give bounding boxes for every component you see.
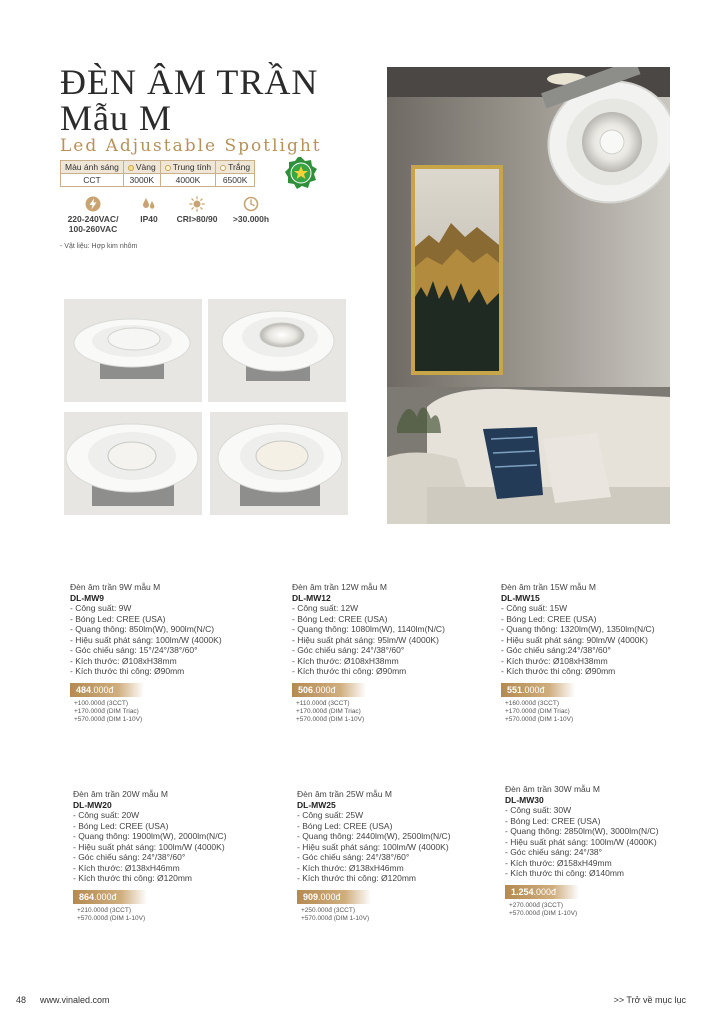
ip-label: IP40 — [140, 214, 158, 224]
table-cell: CCT — [61, 174, 124, 187]
price-option: +270.000đ (3CCT) — [509, 901, 564, 909]
neutral-dot-icon — [165, 165, 171, 171]
spec-line: - Quang thông: 1320lm(W), 1350lm(N/C) — [501, 624, 655, 634]
spec-line: - Bóng Led: CREE (USA) — [70, 613, 166, 624]
spec-line: - Góc chiếu sáng: 24°/38°/60° — [292, 645, 405, 655]
spec-line: - Kích thước thi công: Ø120mm — [73, 873, 192, 883]
price-option: +570.000đ (DIM 1-10V) — [296, 715, 365, 723]
table-cell: 6500K — [216, 174, 255, 187]
price-option: +570.000đ (DIM 1-10V) — [301, 914, 370, 922]
product-name: Đèn âm trần 15W mẫu M — [501, 582, 596, 592]
cri-label: CRI>80/90 — [176, 214, 218, 224]
downlight-image — [208, 299, 346, 402]
spec-line: - Bóng Led: CREE (USA) — [73, 820, 169, 831]
product-code: DL-MW12 — [292, 592, 331, 603]
price-tag: 1.254.000đ — [505, 885, 579, 899]
product-name: Đèn âm trần 30W mẫu M — [505, 784, 600, 794]
price-options — [73, 907, 273, 923]
spec-line: - Hiệu suất phát sáng: 100lm/W (4000K) — [505, 836, 657, 847]
spec-line: - Kích thước: Ø108xH38mm — [501, 655, 608, 666]
cri-spec — [172, 196, 222, 224]
spec-line: - Công suất: 15W — [501, 603, 568, 613]
price-option: +170.000đ (DIM Triac) — [296, 707, 361, 715]
price-option: +210.000đ (3CCT) — [77, 906, 132, 914]
price-tag: 909.000đ — [297, 890, 371, 904]
voltage-label-line2: 100-260VAC — [68, 224, 118, 234]
spec-line: - Công suất: 20W — [73, 810, 140, 820]
price-option: +570.000đ (DIM 1-10V) — [505, 715, 574, 723]
spec-line: - Hiệu suất phát sáng: 90lm/W (4000K) — [501, 634, 648, 645]
spec-line: - Góc chiếu sáng: 24°/38° — [505, 847, 603, 857]
product-code: DL-MW15 — [501, 592, 540, 603]
product-dl-mw20 — [73, 789, 273, 923]
page-subtitle: Led Adjustable Spotlight — [60, 136, 322, 156]
spec-line: - Kích thước thi công: Ø90mm — [292, 666, 407, 676]
spec-line: - Góc chiếu sáng: 24°/38°/60° — [73, 852, 186, 862]
product-dl-mw12 — [292, 582, 492, 724]
spec-line: - Quang thông: 2440lm(W), 2500lm(N/C) — [297, 831, 451, 841]
product-name: Đèn âm trần 25W mẫu M — [297, 789, 392, 799]
table-cell: Màu ánh sáng — [61, 161, 124, 174]
spec-line: - Bóng Led: CREE (USA) — [292, 613, 388, 624]
website-link[interactable]: www.vinaled.com — [40, 995, 110, 1005]
price-options — [297, 907, 497, 923]
product-dl-mw30 — [505, 784, 705, 918]
price-option: +170.000đ (DIM Triac) — [74, 707, 139, 715]
spec-line: - Kích thước thi công: Ø140mm — [505, 868, 624, 878]
spec-line: - Quang thông: 1080lm(W), 1140lm(N/C) — [292, 624, 445, 634]
product-name: Đèn âm trần 9W mẫu M — [70, 582, 161, 592]
product-dl-mw15 — [501, 582, 701, 724]
price-options — [501, 700, 701, 724]
voltage-label-line1: 220-240VAC/ — [67, 214, 119, 224]
product-dl-mw25 — [297, 789, 497, 923]
ip-spec — [132, 196, 166, 224]
product-code: DL-MW25 — [297, 799, 336, 810]
spec-line: - Bóng Led: CREE (USA) — [297, 820, 393, 831]
hero-photo — [387, 67, 670, 524]
material-note: - Vật liệu: Hợp kim nhôm — [60, 243, 138, 250]
spec-icons — [60, 196, 290, 238]
spec-line: - Công suất: 25W — [297, 810, 364, 820]
price-options — [292, 700, 492, 724]
price-option: +570.000đ (DIM 1-10V) — [74, 715, 143, 723]
color-temperature-table — [60, 160, 255, 187]
table-cell: Trung tính — [160, 161, 215, 174]
price-option: +160.000đ (3CCT) — [505, 699, 560, 707]
spec-line: - Góc chiếu sáng: 15°/24°/38°/60° — [70, 645, 198, 655]
price-option: +250.000đ (3CCT) — [301, 906, 356, 914]
spec-line: - Quang thông: 850lm(W), 900lm(N/C) — [70, 624, 215, 634]
product-thumbnail-3 — [64, 412, 202, 515]
spec-line: - Kích thước thi công: Ø120mm — [297, 873, 416, 883]
spec-line: - Kích thước: Ø138xH46mm — [297, 862, 404, 873]
title-line-2: Mẫu M — [60, 98, 172, 138]
price-option: +100.000đ (3CCT) — [74, 699, 129, 707]
price-tag: 484.000đ — [70, 683, 144, 697]
cool-dot-icon — [220, 165, 226, 171]
spec-line: - Công suất: 30W — [505, 805, 572, 815]
spec-line: - Quang thông: 1900lm(W), 2000lm(N/C) — [73, 831, 227, 841]
spec-line: - Hiệu suất phát sáng: 100lm/W (4000K) — [73, 841, 225, 852]
table-cell: 3000K — [123, 174, 160, 187]
title-line-1: ĐÈN ÂM TRẦN — [60, 62, 319, 102]
lifetime-spec — [228, 196, 274, 224]
downlight-image — [210, 412, 348, 515]
lightning-icon — [85, 196, 101, 212]
spec-line: - Kích thước: Ø138xH46mm — [73, 862, 180, 873]
table-cell: Trắng — [216, 161, 255, 174]
downlight-image — [64, 299, 202, 402]
table-row — [61, 174, 255, 187]
price-option: +110.000đ (3CCT) — [296, 699, 350, 707]
spec-line: - Kích thước thi công: Ø90mm — [501, 666, 616, 676]
page-title — [60, 64, 318, 136]
product-name: Đèn âm trần 12W mẫu M — [292, 582, 387, 592]
price-option: +170.000đ (DIM Triac) — [505, 707, 570, 715]
page-number: 48 — [16, 995, 27, 1005]
water-drops-icon — [141, 196, 157, 212]
product-code: DL-MW30 — [505, 794, 544, 805]
back-to-contents-link[interactable]: >> Trở về mục lục — [613, 995, 686, 1005]
warm-dot-icon — [128, 165, 134, 171]
spec-line: - Kích thước thi công: Ø90mm — [70, 666, 185, 676]
room-scene-image — [387, 67, 670, 524]
price-option: +570.000đ (DIM 1-10V) — [509, 909, 578, 917]
spec-line: - Hiệu suất phát sáng: 100lm/W (4000K) — [70, 634, 222, 645]
spec-line: - Kích thước: Ø158xH49mm — [505, 857, 612, 868]
product-thumbnail-4 — [210, 412, 348, 515]
table-cell: Vàng — [123, 161, 160, 174]
spec-line: - Hiệu suất phát sáng: 100lm/W (4000K) — [297, 841, 449, 852]
spec-line: - Quang thông: 2850lm(W), 3000lm(N/C) — [505, 826, 659, 836]
table-row — [61, 161, 255, 174]
clock-icon — [243, 196, 259, 212]
product-dl-mw9 — [70, 582, 270, 724]
price-tag: 864.000đ — [73, 890, 147, 904]
spec-line: - Kích thước: Ø108xH38mm — [70, 655, 177, 666]
lifetime-label: >30.000h — [232, 214, 270, 224]
price-tag: 551.000đ — [501, 683, 575, 697]
product-thumbnail-1 — [64, 299, 202, 402]
price-options — [70, 700, 270, 724]
price-options — [505, 902, 705, 918]
spec-line: - Góc chiếu sáng:24°/38°/60° — [501, 645, 611, 655]
price-option: +570.000đ (DIM 1-10V) — [77, 914, 146, 922]
spec-line: - Hiệu suất phát sáng: 95lm/W (4000K) — [292, 634, 439, 645]
spec-line: - Góc chiếu sáng: 24°/38°/60° — [297, 852, 410, 862]
price-tag: 506.000đ — [292, 683, 366, 697]
downlight-image — [64, 412, 202, 515]
voltage-spec — [62, 196, 124, 234]
spec-line: - Công suất: 12W — [292, 603, 359, 613]
product-name: Đèn âm trần 20W mẫu M — [73, 789, 168, 799]
product-code: DL-MW9 — [70, 592, 104, 603]
spec-line: - Bóng Led: CREE (USA) — [505, 815, 601, 826]
table-cell: 4000K — [160, 174, 215, 187]
product-thumbnail-2 — [208, 299, 346, 402]
spec-line: - Kích thước: Ø108xH38mm — [292, 655, 399, 666]
certification-badge-icon — [284, 156, 318, 190]
spec-line: - Công suất: 9W — [70, 603, 132, 613]
product-code: DL-MW20 — [73, 799, 112, 810]
spec-line: - Bóng Led: CREE (USA) — [501, 613, 597, 624]
sun-icon — [189, 196, 205, 212]
